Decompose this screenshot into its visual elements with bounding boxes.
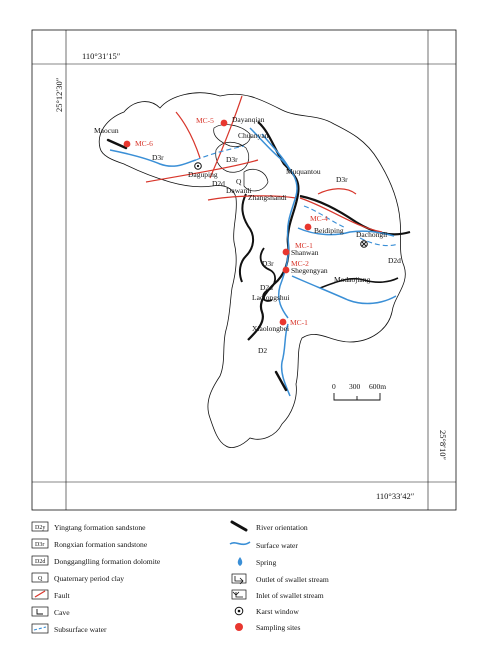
sampling-site-mc6 [124,141,131,148]
scale-300: 300 [349,382,361,391]
legend-sampling-sites-label: Sampling sites [256,623,301,632]
formation-label-d3r-center: D3r [226,155,238,164]
surface-water [110,128,396,396]
coord-left: 25°12′30″ [54,77,64,112]
scale-600: 600m [369,382,387,391]
legend-fault-label: Fault [54,591,70,600]
legend-river-orientation-label: River orientation [256,523,308,532]
legend-rongxian-label: Rongxian formation sandstone [54,540,148,549]
river-orientation-arrow-1 [108,140,126,148]
legend-subsurface-label: Subsurface water [54,625,107,634]
place-maocun: Maocun [94,126,119,135]
legend-fault [32,590,71,600]
coord-top: 110°31′15″ [82,51,121,61]
map-frame [32,30,456,510]
legend-surface-water [230,541,298,550]
formation-label-d2-lower: D2 [258,346,268,355]
legend-yingtang-symbol: D2y [35,525,46,531]
place-dayanqian: Dayanqian [232,115,265,124]
river-orientation-icon [232,522,246,530]
place-chuanyan: Chuanyan [238,131,269,140]
place-laolongshui: Laolongshui [252,293,290,302]
formation-label-d2d-small: D2d [260,283,273,292]
coord-right: 25°8′10″ [438,430,448,461]
place-zhangshandi: Zhangshandi [248,193,287,202]
site-label-mc2: MC-2 [291,259,309,268]
fault-line-6 [318,189,356,194]
formation-label-d2d-right: D2d [388,256,401,265]
spring-icon [238,557,243,566]
place-beidiping: Beidiping [314,226,344,235]
place-xiaolongbei: Xiaolongbei [252,324,290,333]
place-shanwan: Shanwan [291,248,319,257]
place-daguping: Daguping [188,170,218,179]
site-label-mc1-upper: MC-1 [295,241,313,250]
legend-quaternary-label: Quaternary period clay [54,574,124,583]
site-label-mc4: MC-4 [310,214,328,223]
legend-donggangling-label: Dongganglling formation dolomite [54,557,161,566]
sampling-site-mc4 [305,224,312,231]
formation-label-d3r-right: D3r [336,175,348,184]
legend-karst-window-label: Karst window [256,607,299,616]
karst-window-daguping [195,163,202,170]
formation-label-d3r-small: D3r [262,259,274,268]
formation-label-q: Q [236,177,242,186]
place-dachongli: Dachongli [356,230,388,239]
site-label-mc1-lower: MC-1 [290,318,308,327]
site-label-mc6: MC-6 [135,139,153,148]
legend-inlet [232,590,324,600]
legend-subsurface [32,624,107,634]
legend-rongxian-symbol: D3r [35,542,45,548]
place-dawanli: Dawanli [226,186,252,195]
legend-inlet-label: Inlet of swallet stream [256,591,324,600]
place-muquantou: Muquantou [286,167,321,176]
legend-surface-water-label: Surface water [256,541,298,550]
legend-river-orientation [232,522,308,532]
legend-yingtang [32,522,146,532]
site-label-mc5: MC-5 [196,116,214,125]
legend-cave [32,607,70,617]
sampling-site-mc2 [283,267,290,274]
sampling-site-mc1-upper [283,249,290,256]
legend-karst-window [235,607,299,616]
sampling-site-mc5 [221,120,228,127]
legend-sampling-sites [235,623,301,632]
legend-quaternary-symbol: Q [38,576,43,582]
coord-bottom: 110°33′42″ [376,491,415,501]
legend-cave-label: Cave [54,608,70,617]
scale-bar [332,382,386,400]
legend-outlet [232,574,329,584]
place-modaojiang: Modaojiang [334,275,371,284]
legend [32,522,329,634]
legend-donggangling-symbol: D2d [35,559,46,565]
legend-outlet-label: Outlet of swallet stream [256,575,329,584]
legend-quaternary [32,573,124,583]
legend-donggangling [32,556,161,566]
formation-contact-west [240,194,253,282]
surface-water-icon [230,542,250,544]
place-shegengyan: Shegengyan [291,266,328,275]
legend-spring-label: Spring [256,558,277,567]
legend-yingtang-label: Yingtang formation sandstone [54,523,146,532]
sampling-site-icon [235,623,243,631]
karst-window-dachongli [361,241,368,248]
scale-0: 0 [332,382,336,391]
formation-label-d3r-left: D3r [152,153,164,162]
legend-spring [238,557,277,567]
formation-contact-d2d [248,122,298,340]
legend-rongxian [32,539,148,549]
formation-label-d2d-left: D2d [212,179,225,188]
